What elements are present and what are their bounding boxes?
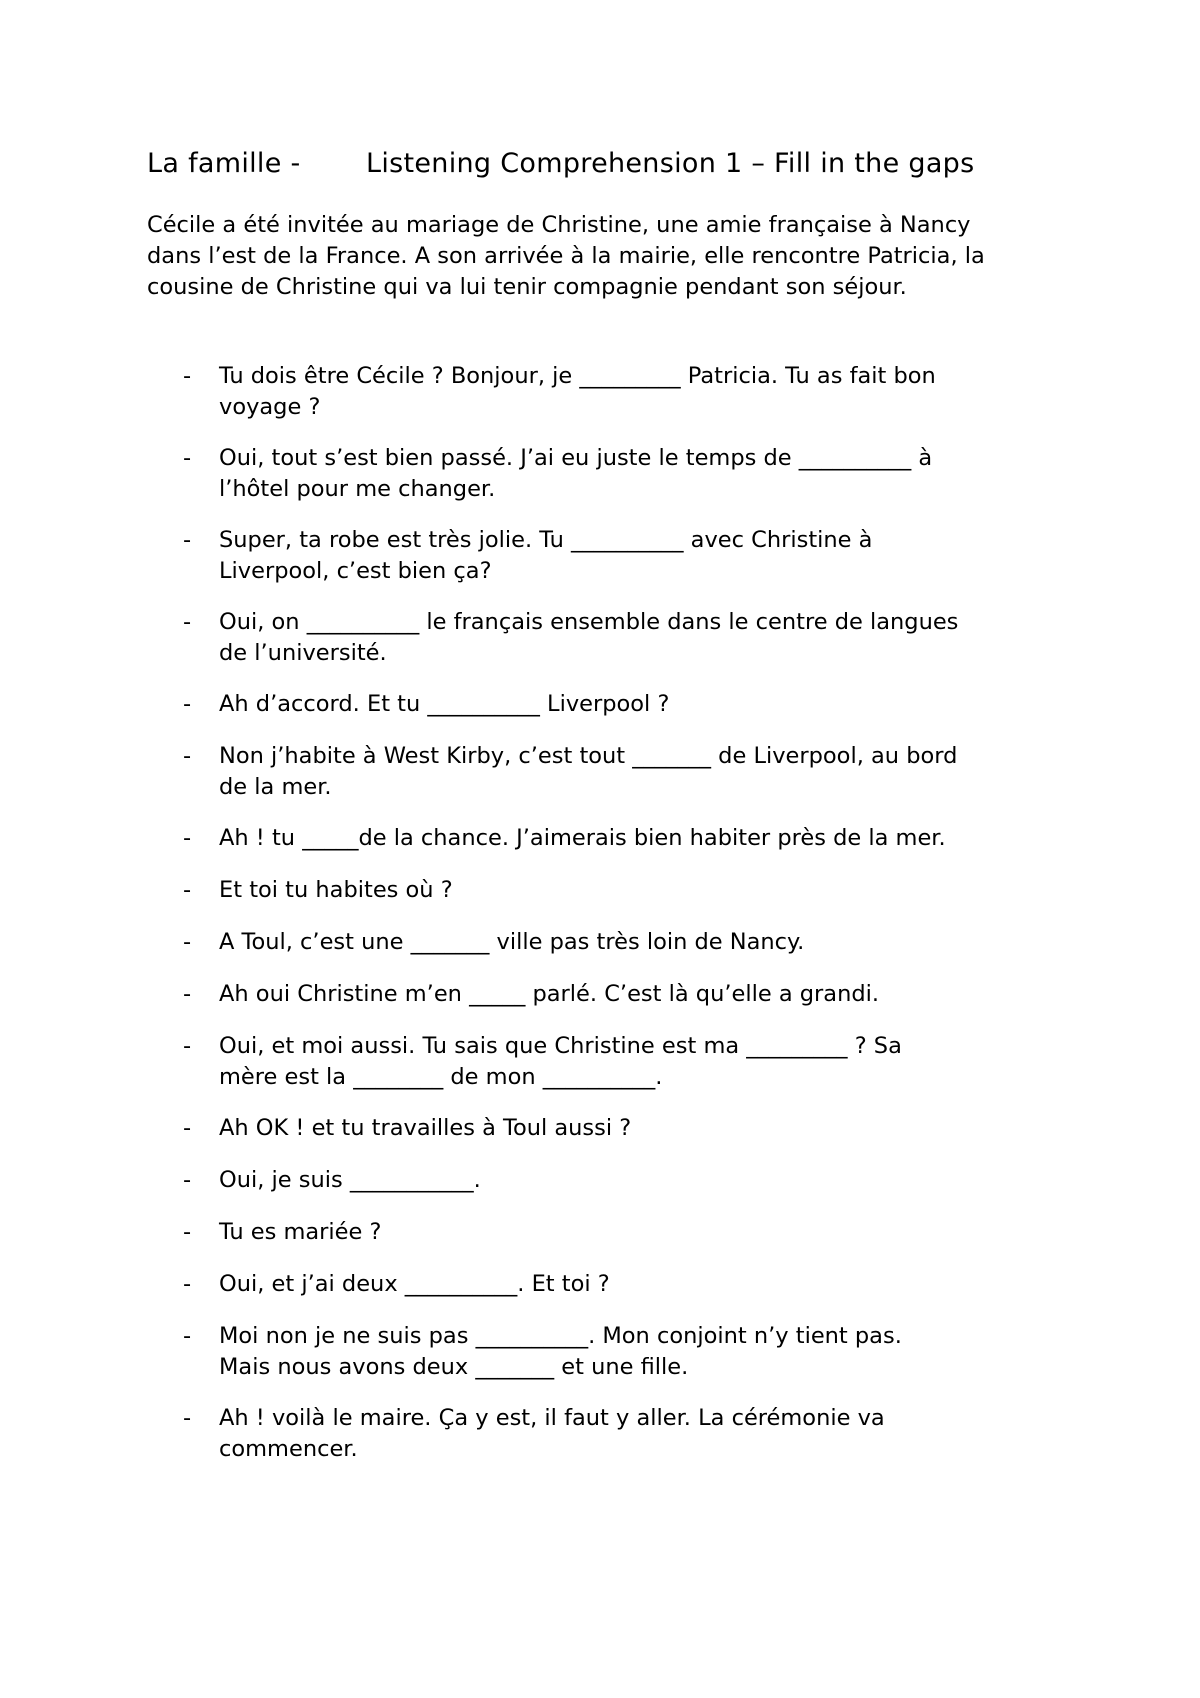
- dialogue-line: Ah OK ! et tu travailles à Toul aussi ?: [219, 1115, 632, 1141]
- dialogue-text: [219, 361, 1079, 423]
- dash-bullet: -: [183, 1271, 192, 1297]
- dialogue-text: [219, 1403, 1079, 1465]
- intro-paragraph: [147, 210, 1067, 303]
- dialogue-text: [219, 979, 1079, 1010]
- dialogue-line: mère est la ________ de mon __________.: [219, 1064, 663, 1090]
- dialogue-line: commencer.: [219, 1436, 358, 1462]
- intro-line: cousine de Christine qui va lui tenir compagnie pendant son séjour.: [147, 274, 907, 300]
- dialogue-line: Tu dois être Cécile ? Bonjour, je _________ Patricia. Tu as fait bon: [219, 363, 936, 389]
- dialogue-text: [219, 1269, 1079, 1300]
- dash-bullet: -: [183, 981, 192, 1007]
- dash-bullet: -: [183, 929, 192, 955]
- dialogue-line: A Toul, c’est une _______ ville pas très loin de Nancy.: [219, 929, 805, 955]
- dialogue-line: voyage ?: [219, 394, 321, 420]
- dialogue-text: [219, 823, 1079, 854]
- dash-bullet: -: [183, 363, 192, 389]
- dialogue-text: [219, 1217, 1079, 1248]
- dash-bullet: -: [183, 527, 192, 553]
- dialogue-line: de la mer.: [219, 774, 332, 800]
- dialogue-line: Oui, je suis ___________.: [219, 1167, 481, 1193]
- dialogue-text: [219, 741, 1079, 803]
- dialogue-line: Non j’habite à West Kirby, c’est tout _______ de Liverpool, au bord: [219, 743, 958, 769]
- dialogue-text: [219, 525, 1079, 587]
- dialogue-text: [219, 1031, 1079, 1093]
- dash-bullet: -: [183, 445, 192, 471]
- dash-bullet: -: [183, 1219, 192, 1245]
- dash-bullet: -: [183, 743, 192, 769]
- dialogue-line: Oui, on __________ le français ensemble dans le centre de langues: [219, 609, 959, 635]
- dialogue-text: [219, 875, 1079, 906]
- dialogue-line: Ah d’accord. Et tu __________ Liverpool ?: [219, 691, 670, 717]
- dash-bullet: -: [183, 691, 192, 717]
- title-topic: La famille -: [147, 148, 301, 179]
- dialogue-line: de l’université.: [219, 640, 387, 666]
- intro-line: Cécile a été invitée au mariage de Christine, une amie française à Nancy: [147, 212, 971, 238]
- dialogue-line: Ah ! voilà le maire. Ça y est, il faut y aller. La cérémonie va: [219, 1405, 885, 1431]
- page-title: [147, 148, 975, 179]
- dialogue-text: [219, 1165, 1079, 1196]
- dialogue-text: [219, 1113, 1079, 1144]
- dialogue-line: l’hôtel pour me changer.: [219, 476, 496, 502]
- dialogue-line: Moi non je ne suis pas __________. Mon conjoint n’y tient pas.: [219, 1323, 902, 1349]
- dialogue-line: Oui, tout s’est bien passé. J’ai eu juste le temps de __________ à: [219, 445, 933, 471]
- dialogue-line: Oui, et moi aussi. Tu sais que Christine est ma _________ ? Sa: [219, 1033, 902, 1059]
- dash-bullet: -: [183, 1033, 192, 1059]
- dialogue-line: Et toi tu habites où ?: [219, 877, 453, 903]
- dialogue-line: Ah oui Christine m’en _____ parlé. C’est là qu’elle a grandi.: [219, 981, 880, 1007]
- dialogue-line: Ah ! tu _____de la chance. J’aimerais bien habiter près de la mer.: [219, 825, 946, 851]
- title-exercise: Listening Comprehension 1 – Fill in the gaps: [366, 148, 975, 179]
- dialogue-line: Mais nous avons deux _______ et une fille.: [219, 1354, 689, 1380]
- dialogue-text: [219, 927, 1079, 958]
- dialogue-line: Super, ta robe est très jolie. Tu __________ avec Christine à: [219, 527, 873, 553]
- dialogue-line: Liverpool, c’est bien ça?: [219, 558, 492, 584]
- dialogue-line: Tu es mariée ?: [219, 1219, 382, 1245]
- intro-line: dans l’est de la France. A son arrivée à la mairie, elle rencontre Patricia, la: [147, 243, 985, 269]
- dialogue-line: Oui, et j’ai deux __________. Et toi ?: [219, 1271, 610, 1297]
- dash-bullet: -: [183, 1323, 192, 1349]
- dialogue-text: [219, 689, 1079, 720]
- dash-bullet: -: [183, 1405, 192, 1431]
- dash-bullet: -: [183, 825, 192, 851]
- dash-bullet: -: [183, 1115, 192, 1141]
- dialogue-text: [219, 443, 1079, 505]
- dash-bullet: -: [183, 877, 192, 903]
- dialogue-text: [219, 607, 1079, 669]
- dash-bullet: -: [183, 609, 192, 635]
- dash-bullet: -: [183, 1167, 192, 1193]
- dialogue-text: [219, 1321, 1079, 1383]
